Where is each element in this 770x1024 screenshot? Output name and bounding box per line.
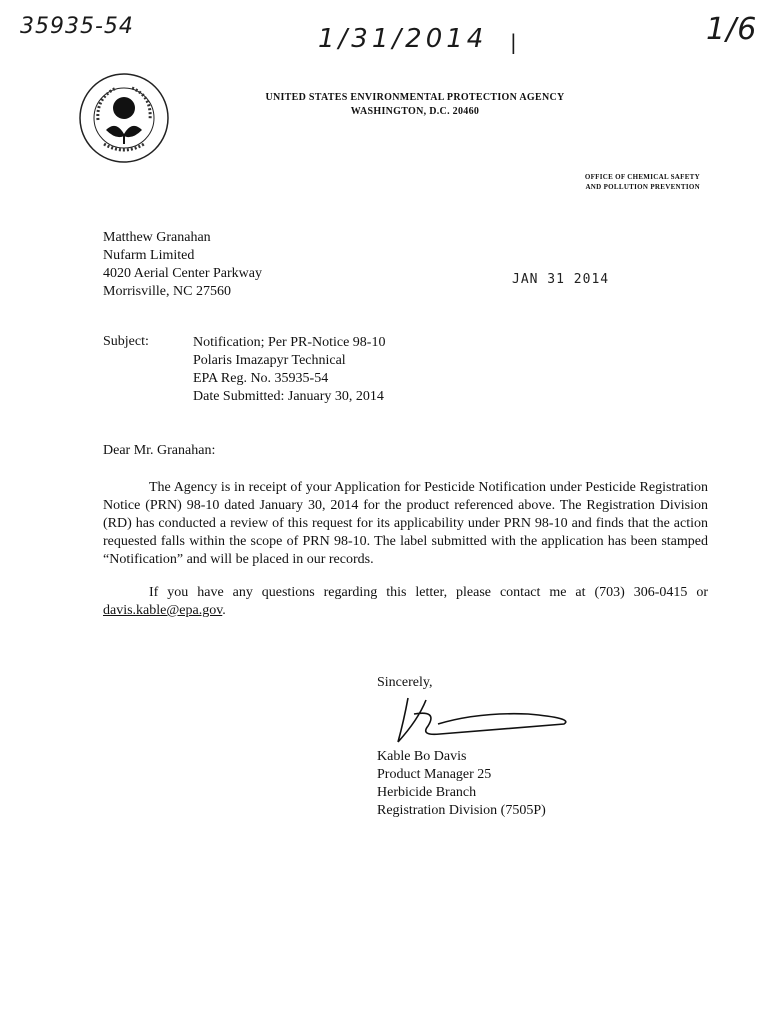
signer-name: Kable Bo Davis [377,749,467,764]
handwritten-date: 1/31/2014 [318,24,488,54]
subject-label: Subject: [103,334,149,349]
subject-line: Notification; Per PR-Notice 98-10 [193,335,386,350]
office-line-1: OFFICE OF CHEMICAL SAFETY [584,173,700,181]
closing-sincerely: Sincerely, [377,675,433,690]
contact-text-end: . [222,603,226,618]
signer-title: Product Manager 25 [377,767,492,782]
agency-city: WASHINGTON, D.C. 20460 [350,106,480,117]
signer-division: Registration Division (7505P) [377,803,546,818]
recipient-street: 4020 Aerial Center Parkway [103,266,263,281]
subject-line: Polaris Imazapyr Technical [193,353,346,368]
handwritten-reg-number: 35935-54 [20,14,134,39]
epa-seal-icon [76,70,172,166]
recipient-address [103,229,262,301]
body-paragraph-1: The Agency is in receipt of your Application for Pesticide Notification under Pesticide Registration Notice (PRN) 98-10 dated January 30, 2014 for the product referenced above. The Registration Division (RD) has conducted a review of this request for its applicability under PRN 98-10 and finds that the action requested falls within the scope of PRN 98-10. The label submitted with the application has been stamped “Notification” and will be placed in our records. [103,480,708,567]
recipient-city: Morrisville, NC 27560 [103,284,231,299]
handwritten-page-count: 1/6 [706,12,758,47]
handwritten-mark: | [510,30,518,54]
subject-line: Date Submitted: January 30, 2014 [193,389,384,404]
contact-text: If you have any questions regarding this letter, please contact me at (703) 306-0415 or [149,585,708,600]
agency-name: UNITED STATES ENVIRONMENTAL PROTECTION AGENCY [265,92,565,103]
recipient-company: Nufarm Limited [103,248,195,263]
date-stamp: JAN 31 2014 [512,272,610,287]
body-paragraph-2 [103,584,708,620]
office-line-2: AND POLLUTION PREVENTION [585,183,700,191]
subject-lines [193,334,385,406]
signature-icon [368,690,578,750]
signature-block [377,748,546,820]
recipient-name: Matthew Granahan [103,230,211,245]
email-link[interactable]: davis.kable@epa.gov [103,603,223,618]
salutation: Dear Mr. Granahan: [103,443,216,458]
subject-line: EPA Reg. No. 35935-54 [193,371,329,386]
signer-branch: Herbicide Branch [377,785,477,800]
